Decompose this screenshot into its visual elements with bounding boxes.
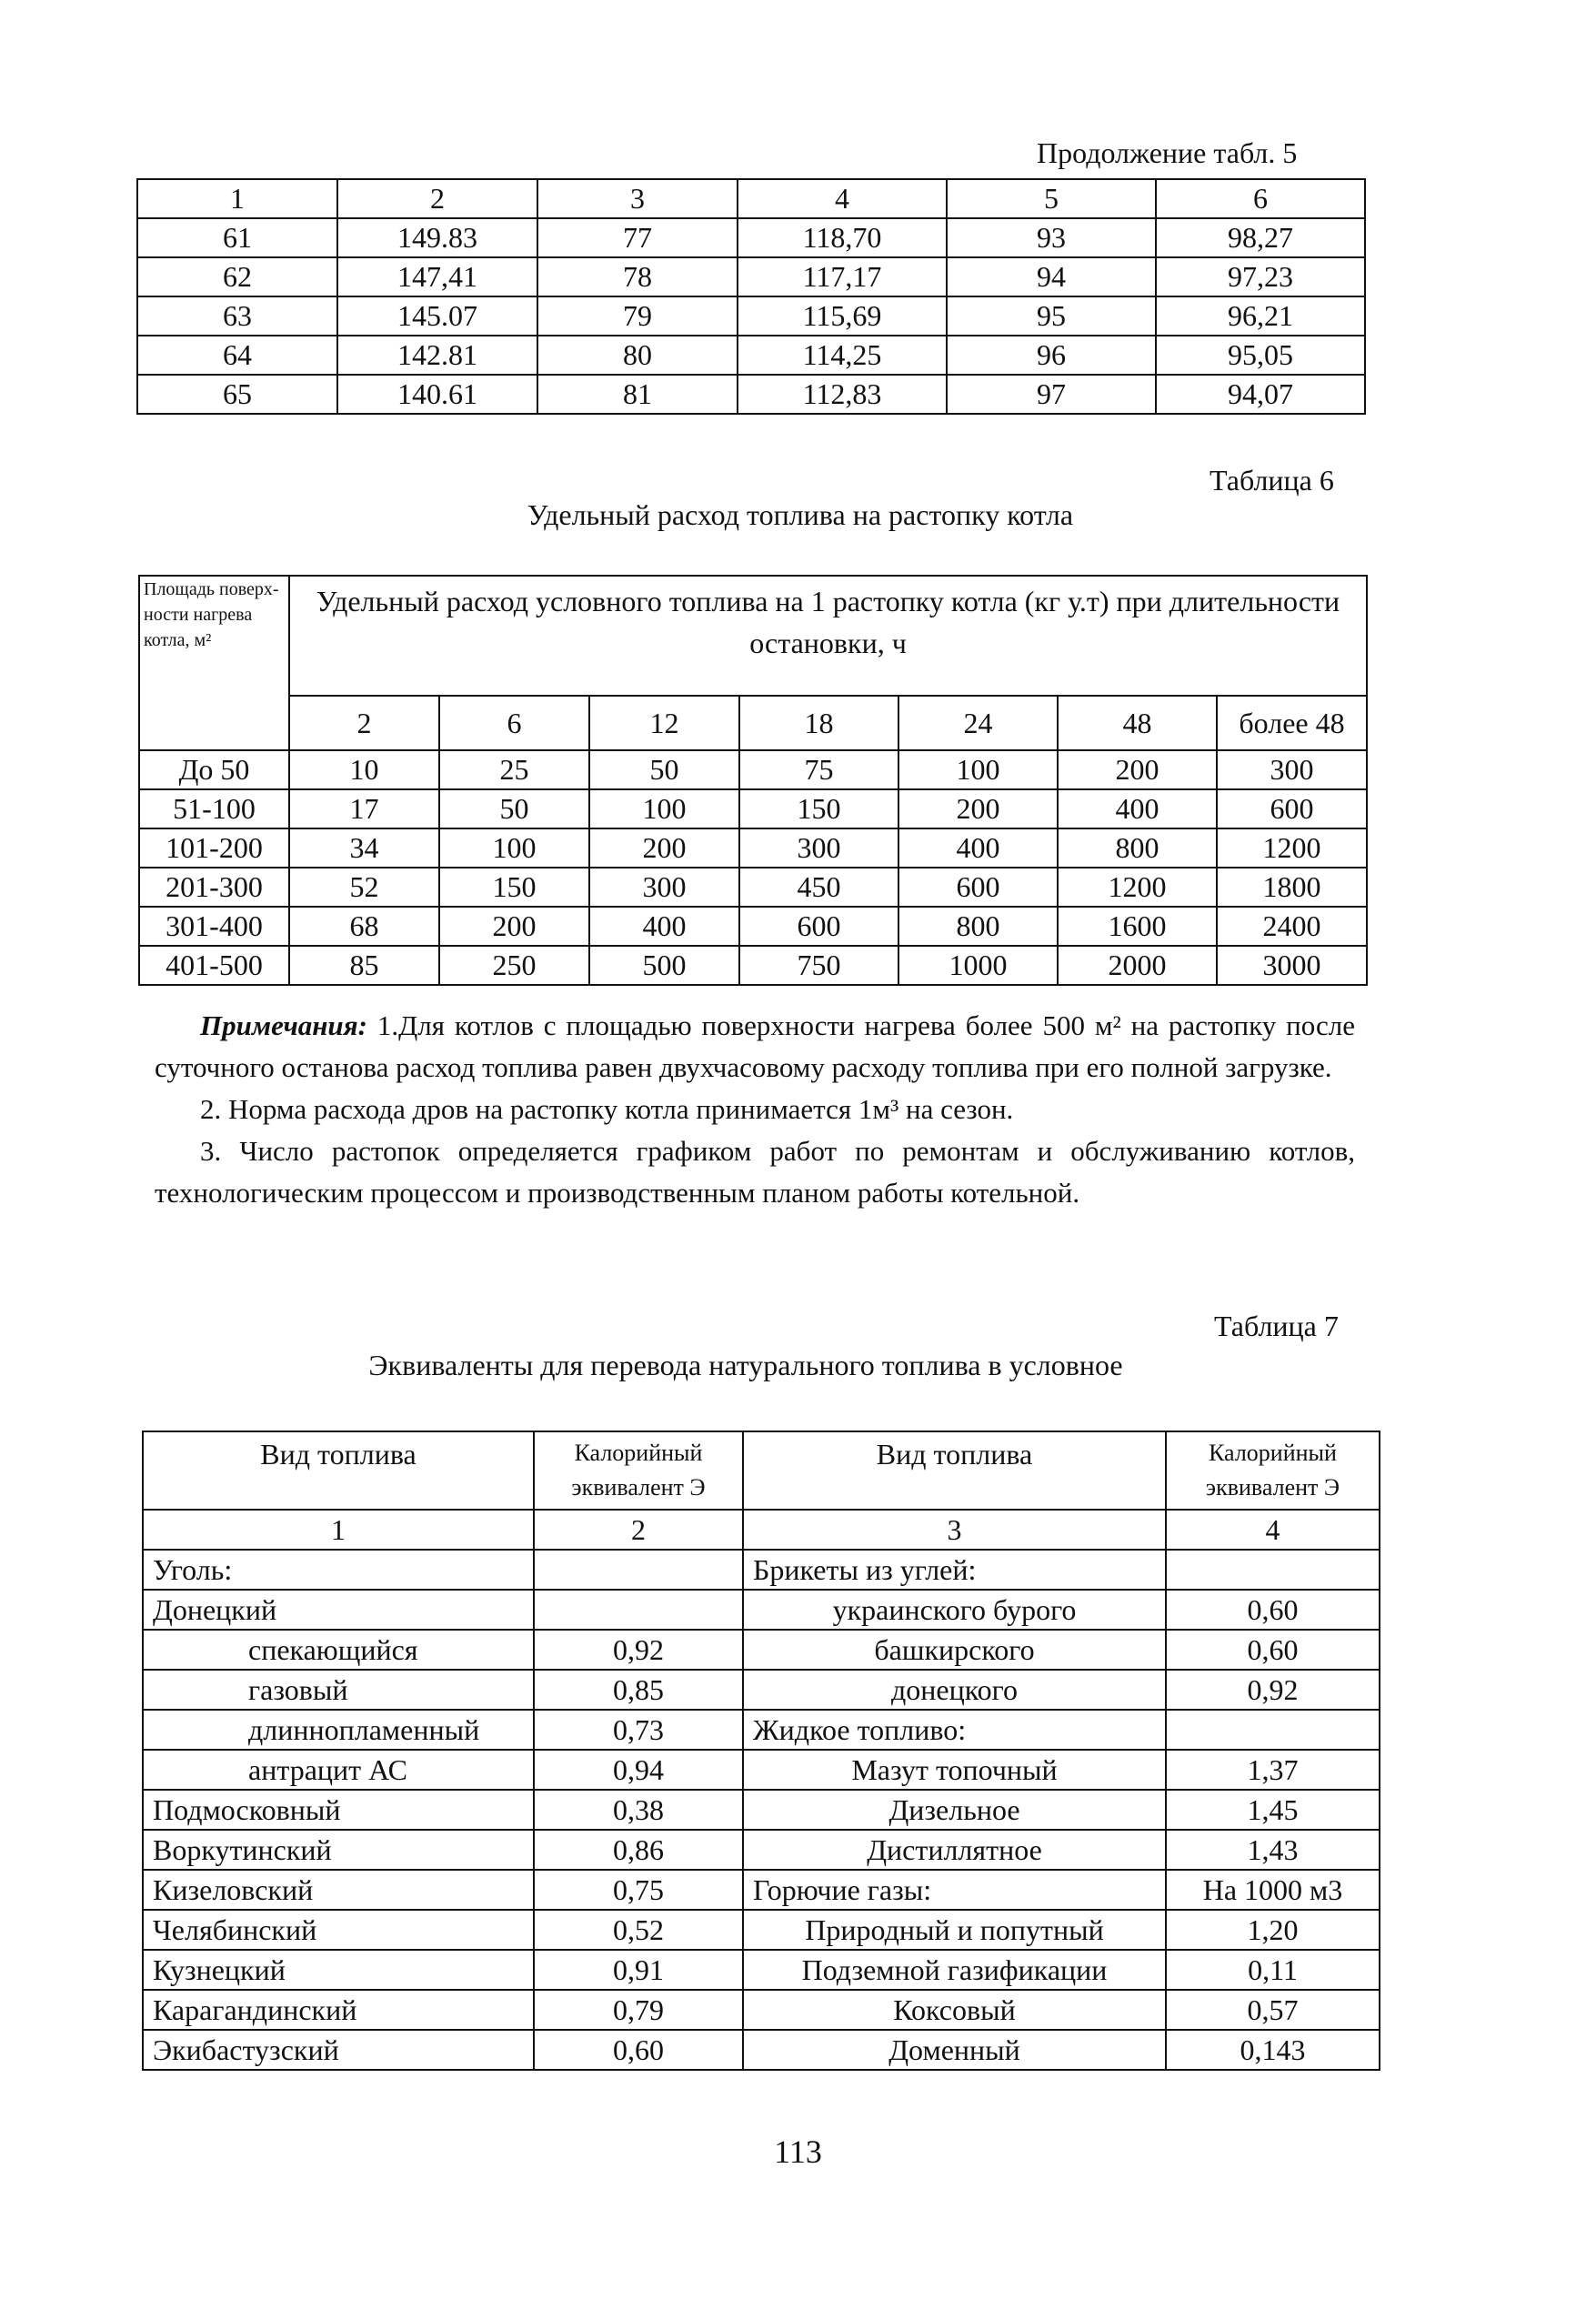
table-row: [137, 257, 1365, 296]
table5-cell: 97,23: [1156, 257, 1365, 296]
table6-value-cell: 400: [1058, 789, 1217, 828]
table6-value-cell: 500: [589, 946, 739, 985]
table6-area-cell: 301-400: [139, 907, 289, 946]
table5-cell: 114,25: [738, 336, 947, 375]
table5-cell: 61: [137, 218, 337, 257]
table6-value-cell: 200: [898, 789, 1058, 828]
table6-value-cell: 1200: [1058, 868, 1217, 907]
table-row: [143, 1670, 1380, 1710]
table5-header-cell: 4: [738, 179, 947, 218]
table7-equivalent-cell: 0,57: [1166, 1990, 1380, 2030]
page-number: 113: [774, 2133, 822, 2170]
table6-number: Таблица 6: [1210, 464, 1334, 497]
table6-value-cell: 68: [289, 907, 439, 946]
table6-value-cell: 400: [898, 828, 1058, 868]
table6: [138, 575, 1368, 986]
table6-area-cell: До 50: [139, 750, 289, 789]
table5-cell: 64: [137, 336, 337, 375]
table6-area-cell: 51-100: [139, 789, 289, 828]
table5-cell: 78: [537, 257, 738, 296]
table5-cell: 97: [947, 375, 1156, 414]
table5-cell: 79: [537, 296, 738, 336]
table-row: [139, 868, 1367, 907]
table6-value-cell: 450: [739, 868, 898, 907]
table6-value-cell: 600: [1217, 789, 1367, 828]
table5-header-cell: 2: [337, 179, 537, 218]
table7-fuel-cell: Подмосковный: [143, 1790, 534, 1830]
table7-fuel-cell: газовый: [143, 1670, 534, 1710]
table7: [142, 1431, 1380, 2071]
table7-fuel-cell: Дистиллятное: [743, 1830, 1166, 1870]
table5-cell: 62: [137, 257, 337, 296]
table5-cell: 80: [537, 336, 738, 375]
table-row: [137, 296, 1365, 336]
table7-fuel-cell: Экибастузский: [143, 2030, 534, 2070]
table6-value-cell: 300: [739, 828, 898, 868]
table-row: [143, 1790, 1380, 1830]
table6-value-cell: 1000: [898, 946, 1058, 985]
table7-equivalent-cell: 0,60: [1166, 1630, 1380, 1670]
table5-caption: Продолжение табл. 5: [1037, 136, 1298, 169]
table6-value-cell: 400: [589, 907, 739, 946]
table6-duration-cell: 12: [589, 696, 739, 750]
table6-value-cell: 300: [589, 868, 739, 907]
table6-value-cell: 1800: [1217, 868, 1367, 907]
table7-equivalent-cell: 1,43: [1166, 1830, 1380, 1870]
table6-value-cell: 50: [589, 750, 739, 789]
table6-value-cell: 800: [898, 907, 1058, 946]
table7-equivalent-cell: 1,45: [1166, 1790, 1380, 1830]
table7-fuel-cell: Доменный: [743, 2030, 1166, 2070]
table5-cell: 96,21: [1156, 296, 1365, 336]
table6-duration-cell: 6: [439, 696, 589, 750]
table5-header-cell: 3: [537, 179, 738, 218]
table5-cell: 147,41: [337, 257, 537, 296]
table6-value-cell: 10: [289, 750, 439, 789]
table-row: [137, 336, 1365, 375]
table6-value-cell: 300: [1217, 750, 1367, 789]
table7-equivalent-cell: [534, 1590, 743, 1630]
table7-equivalent-cell: 0,86: [534, 1830, 743, 1870]
table-row: [143, 1990, 1380, 2030]
table6-value-cell: 200: [439, 907, 589, 946]
table5-header-cell: 1: [137, 179, 337, 218]
table-row: [143, 1630, 1380, 1670]
table7-fuel-cell: Мазут топочный: [743, 1750, 1166, 1790]
table7-header-fuel-2: Вид топлива: [743, 1431, 1166, 1510]
table7-equivalent-cell: 0,92: [1166, 1670, 1380, 1710]
table-row: [143, 1590, 1380, 1630]
table6-value-cell: 25: [439, 750, 589, 789]
note-1: 1.Для котлов с площадью поверхности нагрева более 500 м² на растопку после суточного останова расход топлива равен двухчасовому расходу топлива при его полной загрузке.: [155, 1009, 1356, 1083]
table5-cell: 65: [137, 375, 337, 414]
table5-cell: 98,27: [1156, 218, 1365, 257]
table7-equivalent-cell: 0,52: [534, 1910, 743, 1950]
table-row: [143, 1950, 1380, 1990]
table-row: [137, 375, 1365, 414]
table7-header-fuel-1: Вид топлива: [143, 1431, 534, 1510]
table6-value-cell: 3000: [1217, 946, 1367, 985]
table-row: [143, 1750, 1380, 1790]
table5-cell: 94,07: [1156, 375, 1365, 414]
table-row: [143, 1550, 1380, 1590]
table5-cell: 112,83: [738, 375, 947, 414]
table6-value-cell: 2000: [1058, 946, 1217, 985]
table7-number: Таблица 7: [1214, 1310, 1339, 1342]
table6-duration-cell: 24: [898, 696, 1058, 750]
table5-cell: 149.83: [337, 218, 537, 257]
table7-equivalent-cell: 0,85: [534, 1670, 743, 1710]
table6-value-cell: 750: [739, 946, 898, 985]
table-row: [139, 750, 1367, 789]
table7-equivalent-cell: 0,79: [534, 1990, 743, 2030]
table5-cell: 81: [537, 375, 738, 414]
table7-fuel-cell: Жидкое топливо:: [743, 1710, 1166, 1750]
table6-notes: [155, 1005, 1355, 1214]
table-row: [143, 2030, 1380, 2070]
table5-header-cell: 5: [947, 179, 1156, 218]
table6-value-cell: 100: [898, 750, 1058, 789]
table7-equivalent-cell: 0,91: [534, 1950, 743, 1990]
table7-fuel-cell: Кизеловский: [143, 1870, 534, 1910]
table6-value-cell: 52: [289, 868, 439, 907]
table7-fuel-cell: Подземной газификации: [743, 1950, 1166, 1990]
table5: [136, 178, 1366, 415]
table7-equivalent-cell: 0,11: [1166, 1950, 1380, 1990]
table5-cell: 77: [537, 218, 738, 257]
table5-cell: 95: [947, 296, 1156, 336]
table-row: [143, 1710, 1380, 1750]
table6-duration-cell: более 48: [1217, 696, 1367, 750]
table7-fuel-cell: Природный и попутный: [743, 1910, 1166, 1950]
table7-fuel-cell: Коксовый: [743, 1990, 1166, 2030]
table7-equivalent-cell: 0,92: [534, 1630, 743, 1670]
table7-fuel-cell: Брикеты из углей:: [743, 1550, 1166, 1590]
table6-area-cell: 401-500: [139, 946, 289, 985]
table6-value-cell: 50: [439, 789, 589, 828]
table6-value-cell: 75: [739, 750, 898, 789]
table7-column-number: 1: [143, 1510, 534, 1550]
table5-cell: 93: [947, 218, 1156, 257]
table5-cell: 95,05: [1156, 336, 1365, 375]
table6-duration-cell: 48: [1058, 696, 1217, 750]
table7-fuel-cell: башкирского: [743, 1630, 1166, 1670]
table6-value-cell: 200: [589, 828, 739, 868]
table5-cell: 140.61: [337, 375, 537, 414]
table6-area-cell: 101-200: [139, 828, 289, 868]
table-row: [143, 1830, 1380, 1870]
table6-duration-cell: 18: [739, 696, 898, 750]
table6-group-header: Удельный расход условного топлива на 1 растопку котла (кг у.т) при длительности остановки, ч: [289, 576, 1367, 696]
table5-header-row: [137, 179, 1365, 218]
table6-value-cell: 17: [289, 789, 439, 828]
table6-value-cell: 34: [289, 828, 439, 868]
table-row: [139, 789, 1367, 828]
table7-equivalent-cell: 0,73: [534, 1710, 743, 1750]
table6-value-cell: 600: [898, 868, 1058, 907]
table5-cell: 94: [947, 257, 1156, 296]
table7-fuel-cell: украинского бурого: [743, 1590, 1166, 1630]
table7-equivalent-cell: 0,75: [534, 1870, 743, 1910]
table6-value-cell: 150: [439, 868, 589, 907]
table7-fuel-cell: Горючие газы:: [743, 1870, 1166, 1910]
table7-fuel-cell: спекающийся: [143, 1630, 534, 1670]
table6-value-cell: 2400: [1217, 907, 1367, 946]
table7-column-number: 3: [743, 1510, 1166, 1550]
table7-fuel-cell: Дизельное: [743, 1790, 1166, 1830]
table6-stub-header: Площадь поверх-ности нагрева котла, м²: [139, 576, 289, 750]
table6-area-cell: 201-300: [139, 868, 289, 907]
table6-value-cell: 1600: [1058, 907, 1217, 946]
table6-value-cell: 250: [439, 946, 589, 985]
table5-cell: 96: [947, 336, 1156, 375]
table6-value-cell: 85: [289, 946, 439, 985]
table7-equivalent-cell: 0,60: [1166, 1590, 1380, 1630]
table7-fuel-cell: длиннопламенный: [143, 1710, 534, 1750]
table7-equivalent-cell: [534, 1550, 743, 1590]
table7-equivalent-cell: 0,60: [534, 2030, 743, 2070]
table5-cell: 117,17: [738, 257, 947, 296]
table7-fuel-cell: Карагандинский: [143, 1990, 534, 2030]
table7-fuel-cell: Челябинский: [143, 1910, 534, 1950]
table7-column-numbers: [143, 1510, 1380, 1550]
notes-label: Примечания:: [200, 1009, 367, 1041]
table5-header-cell: 6: [1156, 179, 1365, 218]
table6-value-cell: 1200: [1217, 828, 1367, 868]
table7-header-cal-2: Калорийный эквивалент Э: [1166, 1431, 1380, 1510]
table5-cell: 118,70: [738, 218, 947, 257]
table6-value-cell: 100: [439, 828, 589, 868]
note-3: 3. Число растопок определяется графиком работ по ремонтам и обслуживанию котлов, технологическим процессом и производственным планом работы котельной.: [155, 1135, 1355, 1209]
table6-title: Удельный расход топлива на растопку котла: [527, 498, 1074, 531]
table7-equivalent-cell: [1166, 1710, 1380, 1750]
table7-equivalent-cell: 0,94: [534, 1750, 743, 1790]
note-2: 2. Норма расхода дров на растопку котла принимается 1м³ на сезон.: [200, 1093, 1014, 1125]
table6-value-cell: 100: [589, 789, 739, 828]
table7-equivalent-cell: 1,37: [1166, 1750, 1380, 1790]
table-row: [143, 1910, 1380, 1950]
table7-column-number: 4: [1166, 1510, 1380, 1550]
table7-title: Эквиваленты для перевода натурального топлива в условное: [368, 1349, 1123, 1381]
table-row: [143, 1870, 1380, 1910]
table7-fuel-cell: Воркутинский: [143, 1830, 534, 1870]
table5-cell: 115,69: [738, 296, 947, 336]
table7-column-number: 2: [534, 1510, 743, 1550]
table6-value-cell: 800: [1058, 828, 1217, 868]
table7-equivalent-cell: На 1000 м3: [1166, 1870, 1380, 1910]
table7-header-cal-1: Калорийный эквивалент Э: [534, 1431, 743, 1510]
table7-fuel-cell: антрацит АС: [143, 1750, 534, 1790]
table6-value-cell: 600: [739, 907, 898, 946]
table5-cell: 63: [137, 296, 337, 336]
table7-equivalent-cell: 1,20: [1166, 1910, 1380, 1950]
table5-cell: 145.07: [337, 296, 537, 336]
table6-duration-cell: 2: [289, 696, 439, 750]
table6-value-cell: 150: [739, 789, 898, 828]
table-row: [139, 828, 1367, 868]
table7-equivalent-cell: 0,38: [534, 1790, 743, 1830]
table7-fuel-cell: Донецкий: [143, 1590, 534, 1630]
table7-fuel-cell: Кузнецкий: [143, 1950, 534, 1990]
table7-equivalent-cell: 0,143: [1166, 2030, 1380, 2070]
table7-fuel-cell: донецкого: [743, 1670, 1166, 1710]
table5-cell: 142.81: [337, 336, 537, 375]
table-row: [139, 946, 1367, 985]
table-row: [137, 218, 1365, 257]
table7-fuel-cell: Уголь:: [143, 1550, 534, 1590]
table7-equivalent-cell: [1166, 1550, 1380, 1590]
table6-value-cell: 200: [1058, 750, 1217, 789]
table6-durations-row: [139, 696, 1367, 750]
table-row: [139, 907, 1367, 946]
